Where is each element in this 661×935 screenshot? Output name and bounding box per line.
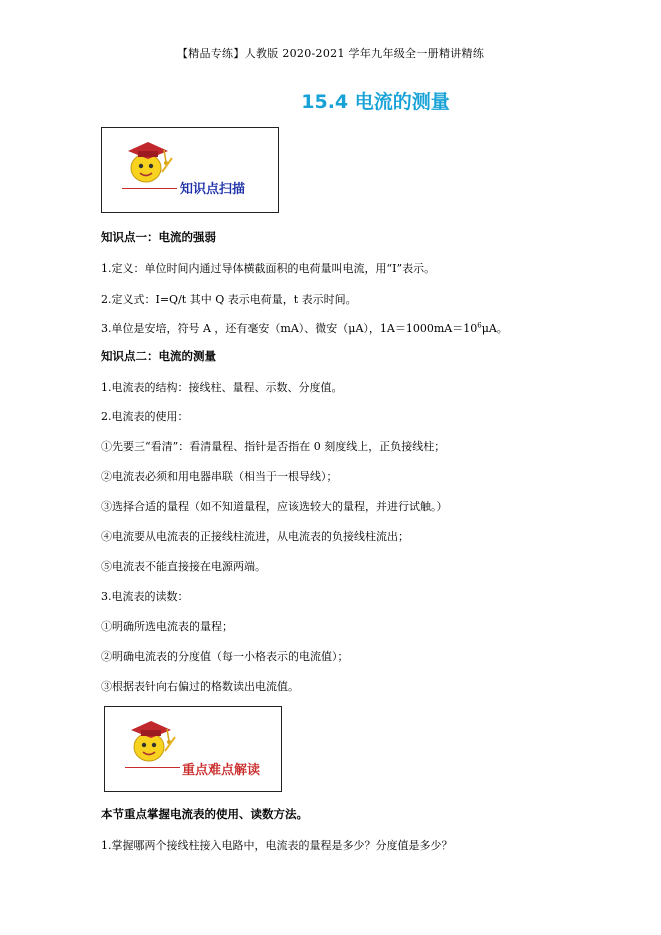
text-line: 1.电流表的结构：接线柱、量程、示数、分度值。 <box>101 381 343 394</box>
unit-text-end: μA。 <box>481 322 508 335</box>
text-line: 2.电流表的使用： <box>101 410 189 423</box>
key-points-label: 重点难点解读 <box>182 763 261 778</box>
section-heading: 知识点二：电流的测量 <box>101 349 216 363</box>
text-line: ⑤电流表不能直接接在电源两端。 <box>101 560 266 573</box>
graduation-mascot-icon <box>123 711 183 767</box>
text-line: ④电流要从电流表的正接线柱流进，从电流表的负接线柱流出； <box>101 530 409 543</box>
key-points-badge <box>104 706 282 792</box>
text-line: 2.定义式：I=Q/t 其中 Q 表示电荷量，t 表示时间。 <box>101 293 357 306</box>
graduation-mascot-icon <box>120 132 180 188</box>
text-line: ③选择合适的量程（如不知道量程，应该选较大的量程，并进行试触。） <box>101 500 448 513</box>
unit-text: 3.单位是安培，符号 A ，还有毫安（mA）、微安（μA），1A＝1000mA＝10 <box>101 322 478 335</box>
text-line <box>101 320 508 336</box>
text-line: 3.电流表的读数： <box>101 590 189 603</box>
text-line: ③根据表针向右偏过的格数读出电流值。 <box>101 680 299 693</box>
page-title: 15.4 电流的测量 <box>301 91 450 113</box>
badge-underline <box>125 767 180 768</box>
text-line: 1.定义：单位时间内通过导体横截面积的电荷量叫电流，用“I”表示。 <box>101 262 436 275</box>
section-heading: 知识点一：电流的强弱 <box>101 230 216 244</box>
badge-underline <box>122 188 177 189</box>
text-line: ①先要三“看清”：看清量程、指针是否指在 0 刻度线上，正负接线柱； <box>101 440 446 453</box>
text-line: ②电流表必须和用电器串联（相当于一根导线）； <box>101 470 338 483</box>
text-line: ②明确电流表的分度值（每一小格表示的电流值）； <box>101 650 349 663</box>
section-heading: 本节重点掌握电流表的使用、读数方法。 <box>101 807 308 821</box>
document-header: 【精品专练】人教版 2020-2021 学年九年级全一册精讲精练 <box>176 47 485 60</box>
knowledge-scan-label: 知识点扫描 <box>180 182 246 197</box>
knowledge-scan-badge <box>101 127 279 213</box>
text-line: ①明确所选电流表的量程； <box>101 620 233 633</box>
unit-exponent: 6 <box>477 321 482 330</box>
text-line: 1.掌握哪两个接线柱接入电路中，电流表的量程是多少？分度值是多少？ <box>101 839 453 852</box>
